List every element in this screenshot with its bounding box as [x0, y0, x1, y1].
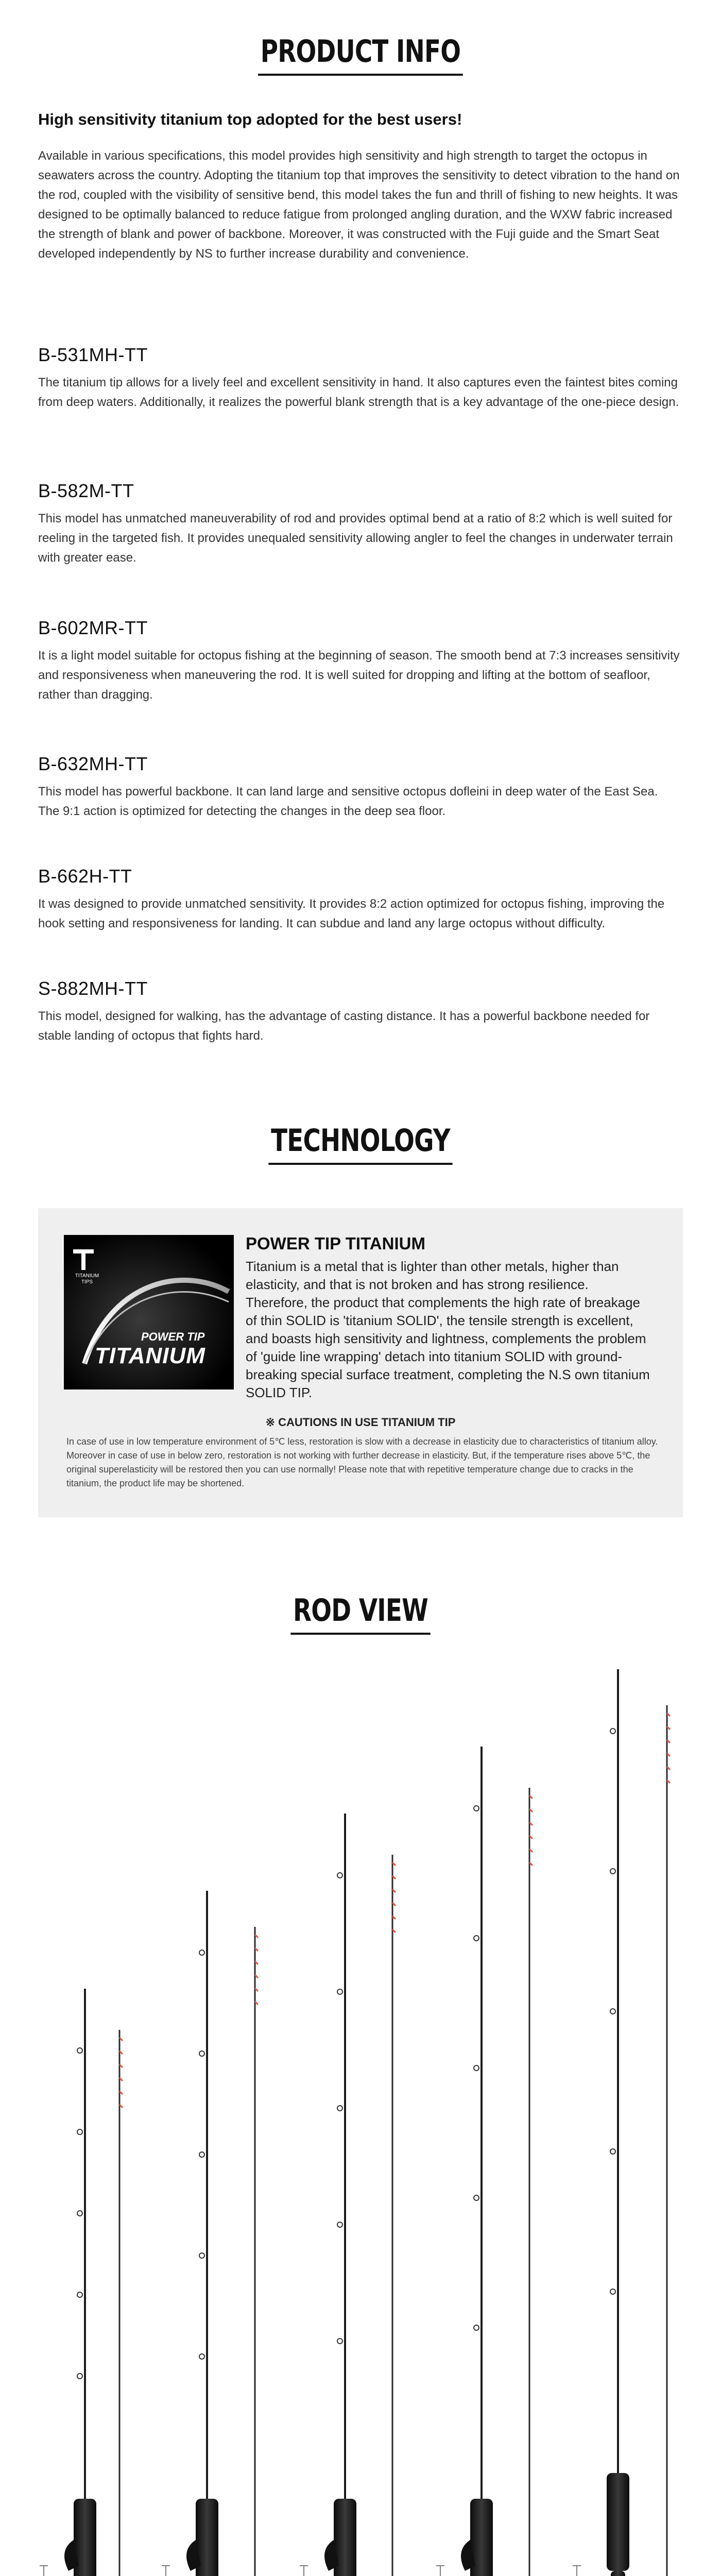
rod-guide [474, 1806, 479, 1811]
power-tip-title: POWER TIP TITANIUM [246, 1234, 425, 1253]
rod-guide [199, 2051, 204, 2056]
model-name: B-531MH-TT [38, 344, 148, 365]
model-block [38, 753, 682, 821]
rod-view-title: ROD VIEW [79, 1592, 642, 1629]
rod-guide [337, 2338, 342, 2344]
rod-guide [77, 2211, 82, 2216]
model-name: B-602MR-TT [38, 617, 148, 638]
rod-guide [337, 1989, 342, 1994]
power-tip-titanium-logo [64, 1235, 234, 1389]
rod-guide [77, 2292, 82, 2297]
model-block [38, 480, 682, 568]
rod-guide [337, 2222, 342, 2227]
rod-guide [337, 1873, 342, 1878]
rod-guide [610, 1728, 615, 1734]
caution-title: ※ CAUTIONS IN USE TITANIUM TIP [265, 1416, 456, 1429]
rod-guide [77, 2374, 82, 2379]
model-block [38, 617, 682, 705]
model-name: B-662H-TT [38, 866, 132, 887]
logo-line2: TITANIUM [95, 1343, 205, 1368]
rod-guide [474, 2195, 479, 2200]
product-info-title: PRODUCT INFO [79, 33, 642, 70]
product-intro: Available in various specifications, this model provides high sensitivity and high strength to target the octopus in seawaters across the country. Adopting the titanium top that improves the sensitivity to detect vibration to the hand on the rod, coupled with the visibility of sensitive bend, this model takes the fun and thrill of fishing to new heights. It was designed to be optimally balanced to reduce fatigue from prolonged angling duration, and the WXW fabric increased the strength of blank and power of backbone. Moreover, it was constructed with the Fuji guide and the Smart Seat developed independently by NS to further increase durability and convenience. [38, 149, 680, 261]
technology-title: TECHNOLOGY [79, 1122, 642, 1159]
model-description: It is a light model suitable for octopus fishing at the beginning of season. The smooth bend at 7:3 increases sensitivity and responsiveness when maneuvering the rod. It is well suited for dropping and lifting at the bottom of seafloor, rather than dragging. [38, 649, 680, 702]
model-block [38, 344, 682, 412]
rod-view-illustration [0, 1659, 721, 2576]
rod-guide [610, 2009, 615, 2014]
rod-guide [474, 1936, 479, 1941]
technology-panel [38, 1208, 683, 1517]
rod-guide [610, 2149, 615, 2154]
model-description: This model has unmatched maneuverability of rod and provides optimal bend at a ratio of 8:2 which is well suited for reeling in the targeted fish. It provides unequaled sensitivity allowing angler to feel the changes in underwater terrain with greater ease. [38, 512, 673, 565]
rod-guide [610, 1869, 615, 1874]
rod-guide [77, 2129, 82, 2134]
reel-seat [607, 2473, 629, 2571]
model-block [38, 978, 682, 1046]
rod-guide [199, 2354, 204, 2359]
rod-guide [474, 2065, 479, 2071]
model-description: The titanium tip allows for a lively feel and excellent sensitivity in hand. It also captures even the faintest bites coming from deep waters. Additionally, it realizes the powerful blank strength that is a key advantage of the one-piece design. [38, 376, 679, 409]
logo-line1: POWER TIP [141, 1330, 205, 1343]
rod-guide [610, 2289, 615, 2294]
model-name: B-632MH-TT [38, 753, 148, 774]
rod-guide [199, 2152, 204, 2157]
model-description: This model has powerful backbone. It can land large and sensitive octopus dofleini in deep water of the East Sea. The 9:1 action is optimized for detecting the changes in the deep sea floor. [38, 785, 658, 818]
rod-guide [77, 2048, 82, 2053]
logo-badge-text: TITANIUM TIPS [75, 1273, 99, 1285]
caution-text: In case of use in low temperature environment of 5℃ less, restoration is slow with a decrease in elasticity due to characteristics of titanium alloy. Moreover in case of use in below zero, restoration is not working with further decrease in elasticity. But, if the temperature rises above 5℃, the original superelasticity will be restored then you can use normally! Please note that with repetitive temperature change due to cracks in the titanium, the product life may be shortened. [66, 1436, 658, 1488]
rod-guide [474, 2325, 479, 2330]
rear-grip [611, 2571, 625, 2576]
product-headline: High sensitivity titanium top adopted for the best users! [38, 110, 462, 128]
model-block [38, 866, 682, 934]
model-description: It was designed to provide unmatched sensitivity. It provides 8:2 action optimized for octopus fishing, improving the hook setting and responsiveness for landing. It can subdue and land any large octopus without difficulty. [38, 897, 665, 930]
model-name: B-582M-TT [38, 480, 134, 501]
power-tip-description: Titanium is a metal that is lighter than other metals, higher than elasticity, and that is not broken and has strong resilience. Therefore, the product that complements the high rate of breakage of thin SOLID is 'titanium SOLID', the tensile strength is excellent, and boasts high sensitivity and lightness, complements the problem of 'guide line wrapping' detach into titanium SOLID with ground-breaking special surface treatment, completing the N.S own titanium SOLID TIP. [246, 1259, 650, 1400]
model-name: S-882MH-TT [38, 978, 148, 999]
rod-guide [199, 2253, 204, 2258]
rod-guide [199, 1950, 204, 1955]
rod-guide [337, 2106, 342, 2111]
model-description: This model, designed for walking, has the advantage of casting distance. It has a powerful backbone needed for stable landing of octopus that fights hard. [38, 1009, 650, 1043]
